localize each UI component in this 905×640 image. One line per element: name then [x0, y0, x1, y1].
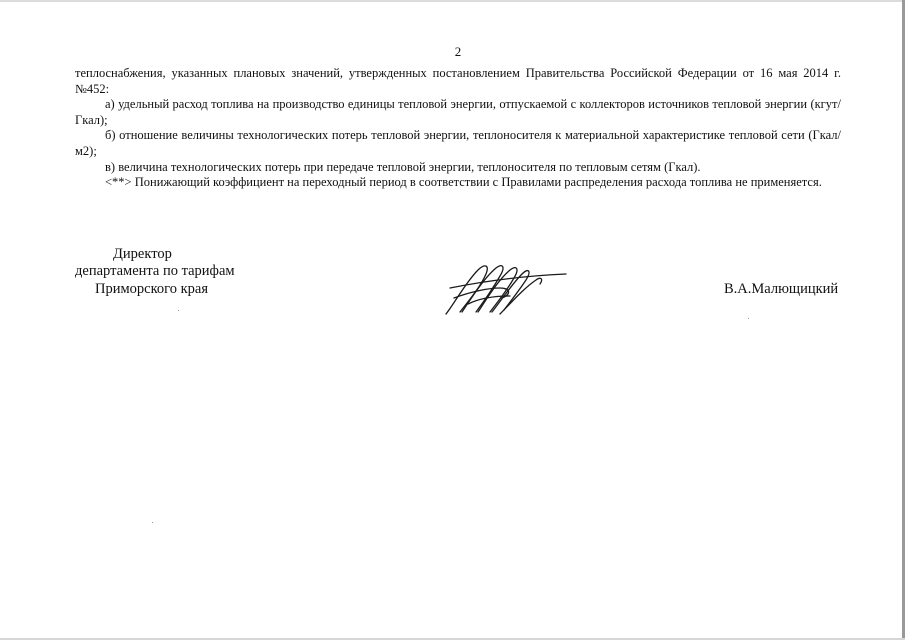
list-item-b: б) отношение величины технологических потерь тепловой энергии, теплоносителя к материальной характеристике тепловой сети (Гкал/м2); — [75, 128, 841, 158]
signer-name: В.А.Малющицкий — [724, 281, 839, 297]
signer-title-line3: Приморского края — [95, 281, 209, 297]
document-body — [75, 66, 841, 191]
scan-edge-top — [0, 0, 905, 2]
list-item-a: а) удельный расход топлива на производство единицы тепловой энергии, отпускаемой с коллекторов источников тепловой энергии (кгут/Гкал); — [75, 97, 841, 127]
scan-speck — [178, 310, 179, 311]
scan-speck — [152, 522, 153, 523]
signer-title-line1: Директор — [113, 246, 172, 262]
scan-speck — [748, 318, 749, 319]
paragraph-continuation: теплоснабжения, указанных плановых значений, утвержденных постановлением Правительства Российской Федерации от 16 мая 2014 г. №452: — [75, 66, 841, 96]
list-item-c: в) величина технологических потерь при передаче тепловой энергии, теплоносителя по тепловым сетям (Гкал). — [105, 159, 701, 174]
footnote: <**> Понижающий коэффициент на переходный период в соответствии с Правилами распределения расхода топлива не применяется. — [105, 175, 822, 190]
handwritten-signature — [440, 258, 570, 320]
page-number: 2 — [454, 44, 462, 59]
signer-title-line2: департамента по тарифам — [75, 263, 235, 279]
